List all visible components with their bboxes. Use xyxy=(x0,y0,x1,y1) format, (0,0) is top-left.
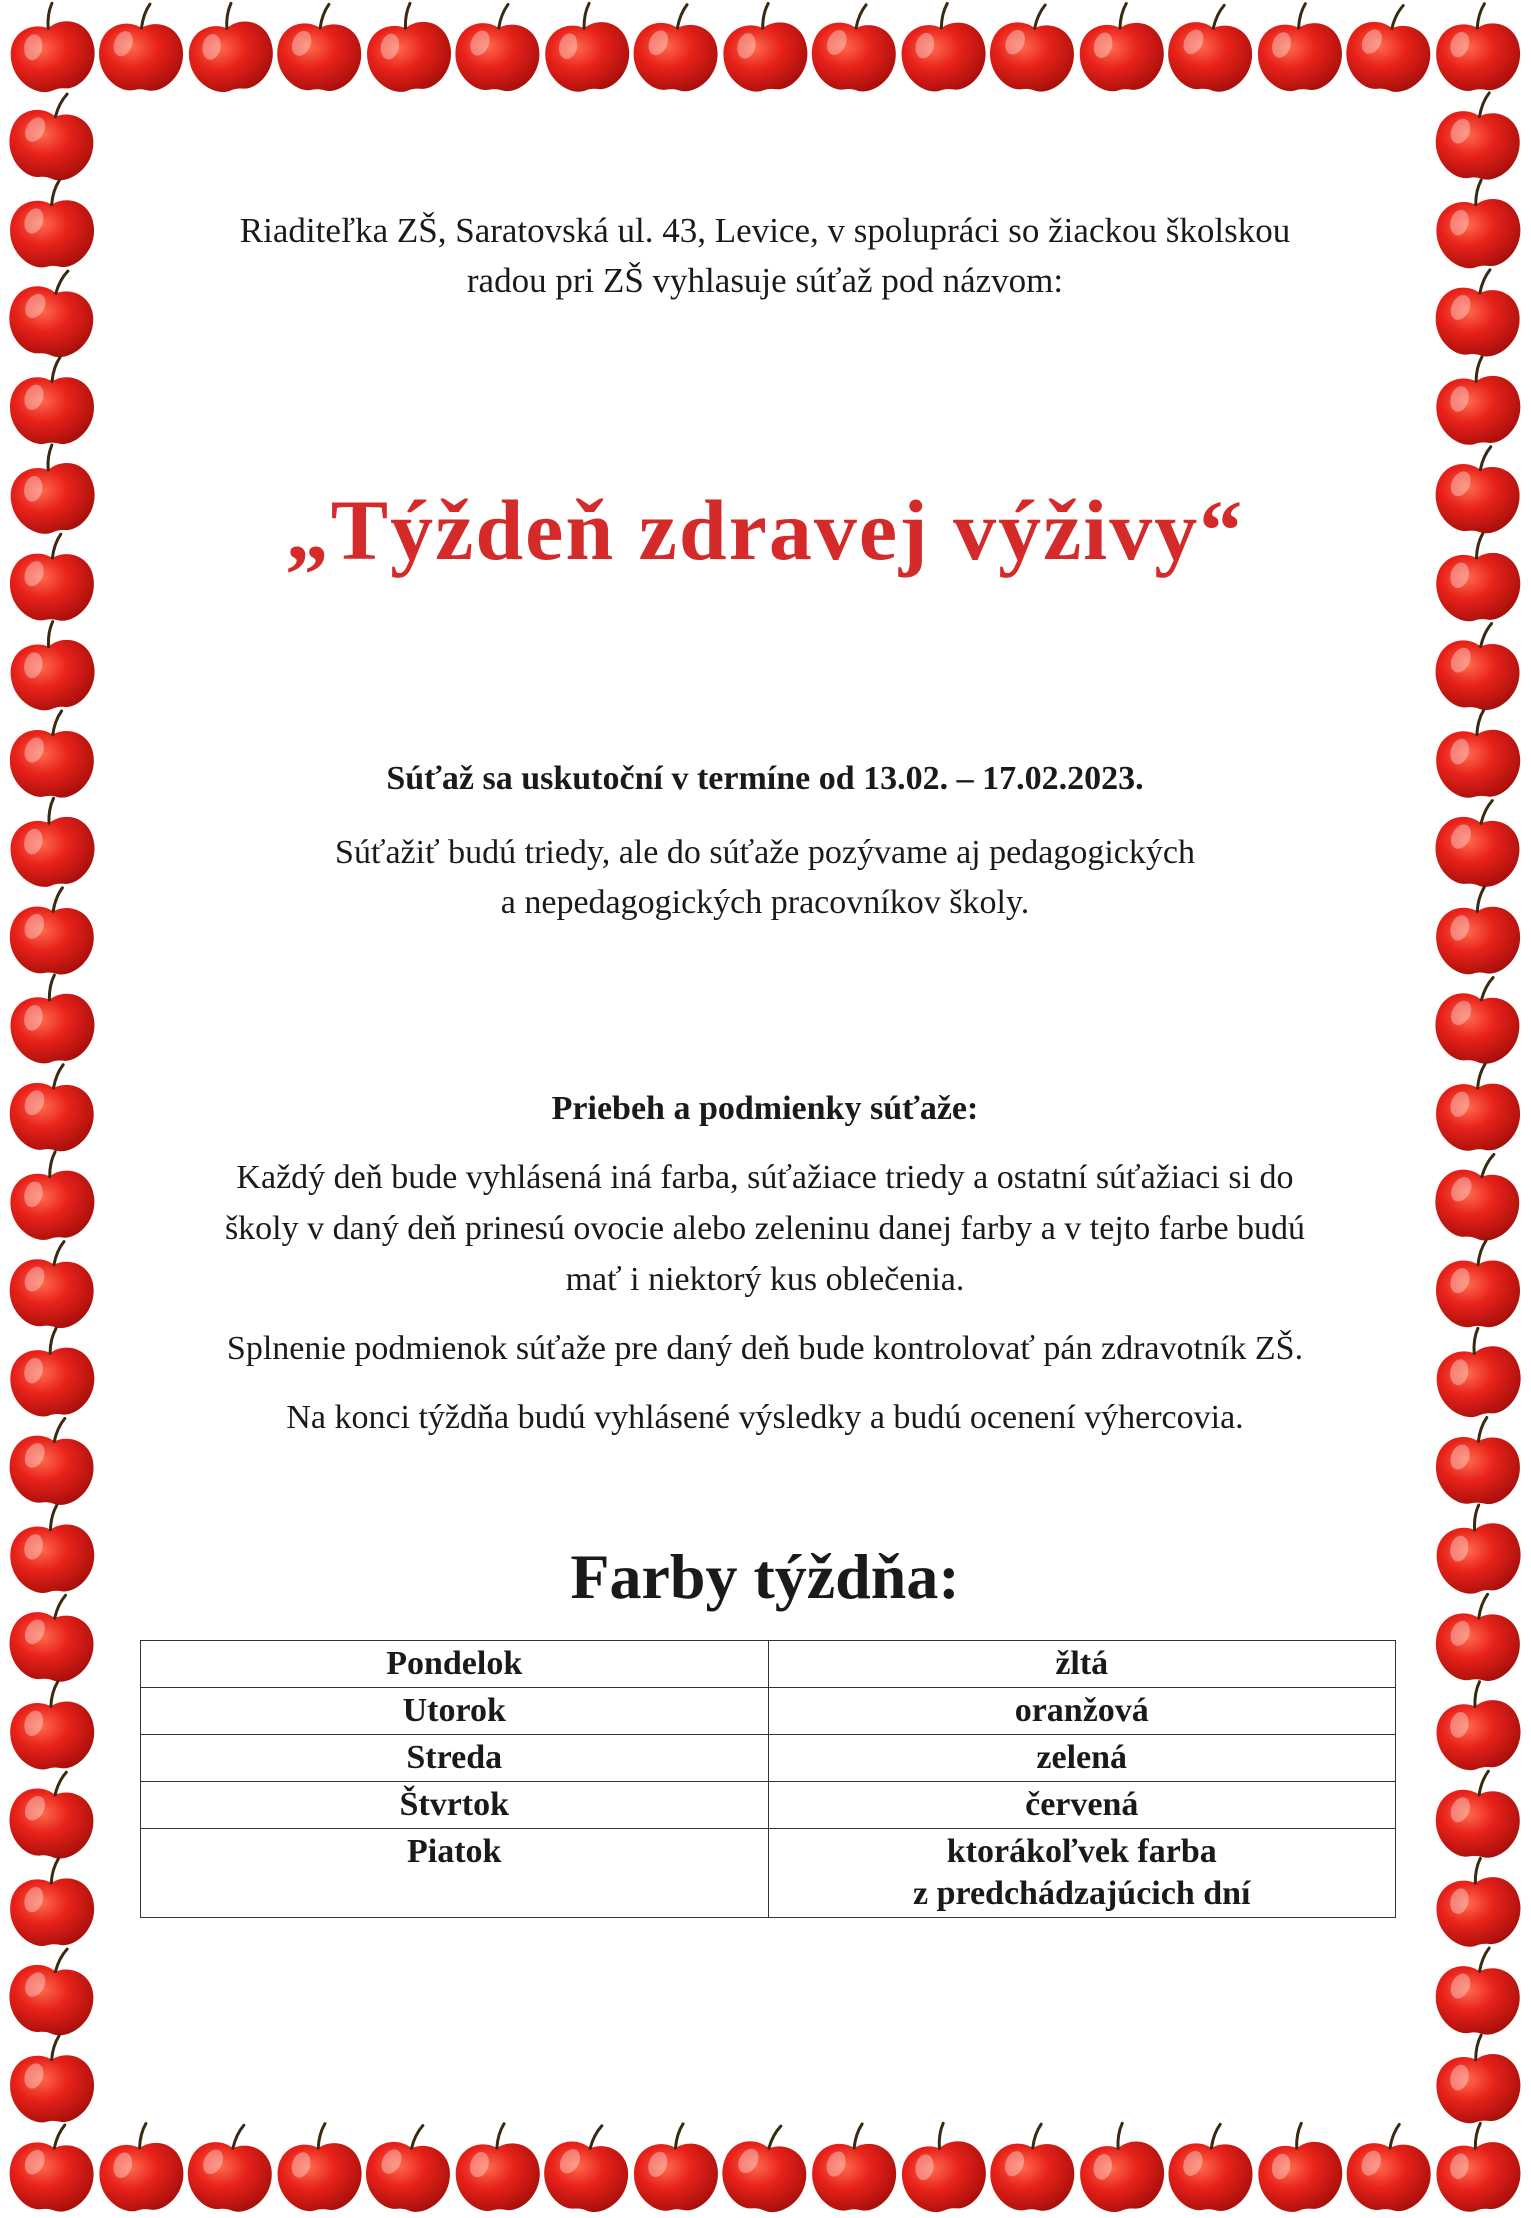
day-cell: Štvrtok xyxy=(141,1782,769,1829)
color-cell xyxy=(768,1735,1396,1782)
intro-line-1: Riaditeľka ZŠ, Saratovská ul. 43, Levice, v spolupráci so žiackou školskou xyxy=(239,211,1291,250)
rule-1 xyxy=(140,1152,1390,1305)
color-line: červená xyxy=(1025,1786,1139,1823)
rule-2: Splnenie podmienok súťaže pre daný deň bude kontrolovať pán zdravotník ZŠ. xyxy=(226,1330,1304,1367)
intro-line-2: radou pri ZŠ vyhlasuje súťaž pod názvom: xyxy=(466,261,1064,300)
color-line: ktorákoľvek farba xyxy=(946,1833,1217,1870)
day-cell: Piatok xyxy=(141,1829,769,1918)
conditions-text xyxy=(140,1152,1390,1461)
table-row xyxy=(141,1688,1396,1735)
invitation-line-1: Súťažiť budú triedy, ale do súťaže pozývame aj pedagogických xyxy=(335,834,1195,871)
color-line: oranžová xyxy=(1014,1692,1149,1729)
rule-3: Na konci týždňa budú vyhlásené výsledky a budú ocenení výhercovia. xyxy=(286,1399,1244,1436)
color-cell xyxy=(768,1829,1396,1918)
invitation-text xyxy=(140,828,1390,928)
poster-title: „Týždeň zdravej výživy“ xyxy=(285,482,1245,578)
color-cell xyxy=(768,1688,1396,1735)
colors-heading: Farby týždňa: xyxy=(570,1541,960,1612)
conditions-heading: Priebeh a podmienky súťaže: xyxy=(551,1090,979,1127)
table-row xyxy=(141,1641,1396,1688)
color-line: z predchádzajúcich dní xyxy=(912,1875,1251,1912)
rule-1-line-1: Každý deň bude vyhlásená iná farba, súťažiace triedy a ostatní súťažiaci si do xyxy=(236,1159,1294,1196)
color-cell xyxy=(768,1641,1396,1688)
intro-text xyxy=(140,206,1390,306)
colors-table xyxy=(140,1640,1396,1918)
rule-1-line-3: mať i niektorý kus oblečenia. xyxy=(565,1261,965,1298)
table-row xyxy=(141,1829,1396,1918)
table-row xyxy=(141,1735,1396,1782)
contest-dates: Súťaž sa uskutoční v termíne od 13.02. – 17.02.2023. xyxy=(386,760,1144,797)
invitation-line-2: a nepedagogických pracovníkov školy. xyxy=(500,884,1030,921)
table-row xyxy=(141,1782,1396,1829)
color-line: zelená xyxy=(1036,1739,1128,1776)
rule-1-line-2: školy v daný deň prinesú ovocie alebo zeleninu danej farby a v tejto farbe budú xyxy=(224,1210,1306,1247)
color-line: žltá xyxy=(1055,1645,1109,1682)
day-cell: Streda xyxy=(141,1735,769,1782)
day-cell: Pondelok xyxy=(141,1641,769,1688)
color-cell xyxy=(768,1782,1396,1829)
day-cell: Utorok xyxy=(141,1688,769,1735)
